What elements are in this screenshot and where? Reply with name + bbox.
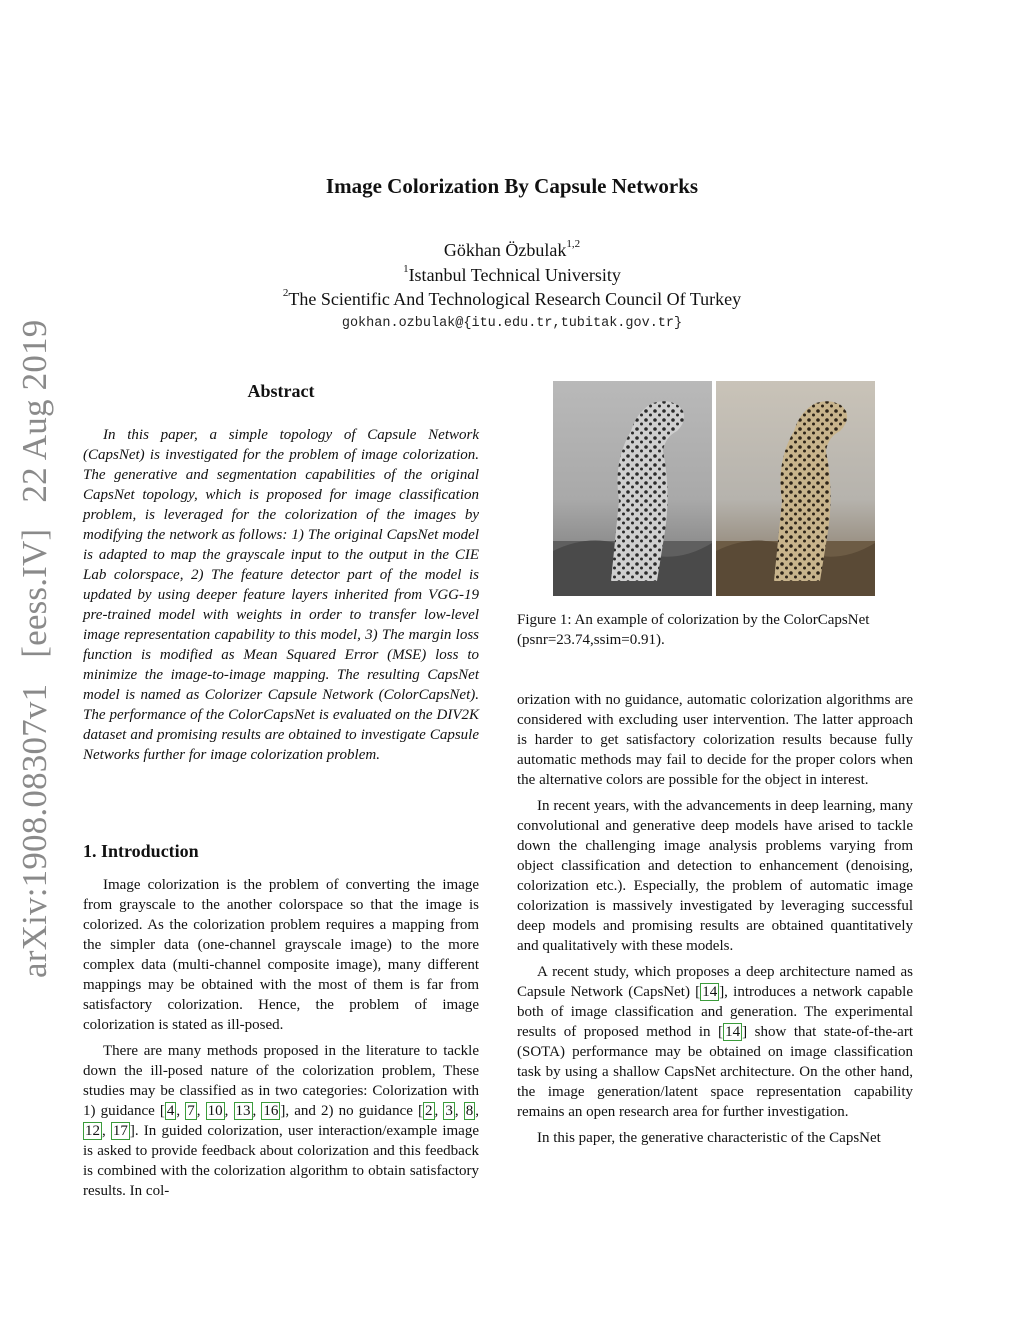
right-column-body <box>517 690 913 1154</box>
affiliation-2-name: The Scientific And Technological Research Council Of Turkey <box>288 289 742 309</box>
affiliation-2-sup: 2 <box>282 287 289 299</box>
citation-link[interactable]: 14 <box>702 984 718 1000</box>
right-paragraph-2: In recent years, with the advancements in deep learning, many convolutional and generative deep models have arised to tackle down the challenging image analysis problems varying from object classification and detection to enhancement (denoising, colorization etc.). Especially, the problem of automatic image colorization is massively investigated by leveraging successful deep models and promising results are obtained quantitatively and qualitatively with these models. <box>517 798 913 954</box>
intro-paragraph-2: There are many methods proposed in the literature to tackle down the ill-posed nature of the colorization problem, These studies may be classified as in two categories: Colorization with 1) guidance [ 4 , 7 , 10 , 13 , 16 ], and 2) no guidance [ 2 , 3 , 8 , 12 , 17 ]. In guided colorization, user interaction/example image is asked to provide feedback about colorization and this feedback is combined with the colorization algorithm to obtain satisfactory results. In col- <box>83 1043 480 1199</box>
introduction-body <box>83 875 479 1207</box>
paper-title: Image Colorization By Capsule Networks <box>325 174 699 198</box>
citation-link[interactable]: 13 <box>235 1103 251 1119</box>
colorized-cheetah-image <box>716 381 875 596</box>
citation-link[interactable]: 2 <box>425 1103 433 1119</box>
citation-link[interactable]: 17 <box>112 1123 128 1139</box>
intro-p2-text-c: ]. In guided colorization, user interaction/example image is asked to provide feedback about colorization and this feedback is combined with the colorization algorithm to obtain satisfactory results. In col- <box>83 1123 479 1199</box>
right-paragraph-3 <box>517 962 913 1122</box>
arxiv-stamp <box>7 319 63 978</box>
grayscale-cheetah-image <box>553 381 712 596</box>
citation-link[interactable]: 7 <box>187 1103 195 1119</box>
affiliation-1-name: Istanbul Technical University <box>408 265 621 285</box>
author-sup: 1,2 <box>566 238 581 250</box>
right-p3-text-a: A recent study, which proposes a deep architecture named as Capsule Network (CapsNet) [ <box>517 964 913 1000</box>
figure-caption: Figure 1: An example of colorization by the ColorCapsNet (psnr=23.74,ssim=0.91). <box>517 612 870 648</box>
citation-link[interactable]: 4 <box>166 1103 175 1119</box>
right-paragraph-1: orization with no guidance, automatic colorization algorithms are considered with excluding user intervention. The latter approach is harder to get satisfactory colorization results because fully automatic methods may fail to decide for the proper colors when the alternative colors are possible for the object in interest. <box>517 692 913 788</box>
citation-link[interactable]: 3 <box>445 1103 453 1119</box>
intro-paragraph-1: Image colorization is the problem of converting the image from grayscale to the another colorspace so that the image is colorized. As the colorization problem requires a mapping from the simpler data (one-channel grayscale image) to the more complex data (multi-channel composite image), many different mappings may be obtained with the most of them is far from satisfactory colorization. Hence, the problem of image colorization is stated as ill-posed. <box>83 877 479 1033</box>
affiliation-2 <box>0 289 1024 310</box>
citation-link[interactable]: 8 <box>465 1103 474 1119</box>
right-paragraph-4: In this paper, the generative characteristic of the CapsNet <box>537 1130 881 1146</box>
author-line <box>0 240 1024 261</box>
figure-1 <box>553 381 875 596</box>
arxiv-id: arXiv:1908.08307v1 <box>15 683 54 978</box>
right-p3-text-b: ], introduces a network capable both of image classification and generation. The experimental results of proposed method in [ <box>517 984 913 1040</box>
intro-p2-text-b: ], and 2) no guidance [ <box>280 1103 424 1119</box>
abstract-body <box>83 425 479 765</box>
affiliation-1 <box>0 265 1024 286</box>
arxiv-date: 22 Aug 2019 <box>15 319 54 503</box>
arxiv-category: [eess.IV] <box>15 528 54 658</box>
intro-p2-text-a: There are many methods proposed in the literature to tackle down the ill-posed nature of the colorization problem, These studies may be classified as in two categories: Colorization with 1) guidance [ <box>83 1043 479 1119</box>
affiliation-1-sup: 1 <box>403 263 409 275</box>
author-email[interactable]: gokhan.ozbulak@{itu.edu.tr,tubitak.gov.tr} <box>341 316 683 331</box>
citation-link[interactable]: 16 <box>263 1103 279 1119</box>
abstract-text: In this paper, a simple topology of Capsule Network (CapsNet) is investigated for the problem of image colorization. The generative and segmentation capabilities of the original CapsNet topology, which is proposed for image classification problem, is leveraged for the colorization of the images by modifying the network as follows: 1) The original CapsNet model is adapted to map the grayscale input to the output in the CIE Lab colorspace, 2) The feature detector part of the model is updated by using deeper feature layers inherited from VGG-19 pre-trained model with weights in order to transfer low-level image representation capability to this model, 3) The margin loss function is modified as Mean Squared Error (MSE) loss to minimize the image-to-image mapping. The resulting CapsNet model is named as Colorizer Capsule Network (ColorCapsNet). The performance of the ColorCapsNet is evaluated on the DIV2K dataset and promising results are obtained to investigate Capsule Networks further for image colorization problem. <box>83 427 479 763</box>
abstract-heading: Abstract <box>247 381 315 401</box>
citation-link[interactable]: 12 <box>85 1123 100 1139</box>
right-p3-text-c: ] show that state-of-the-art (SOTA) performance may be obtained on image classification task by using a shallow CapsNet architecture. On the other hand, the image generation/latent space representation capability remains an open research area for further investigation. <box>517 1024 913 1120</box>
author-name: Gökhan Özbulak <box>443 240 567 260</box>
section-heading-introduction: 1. Introduction <box>83 841 199 861</box>
citation-link[interactable]: 10 <box>207 1103 223 1119</box>
citation-link[interactable]: 14 <box>725 1024 741 1040</box>
